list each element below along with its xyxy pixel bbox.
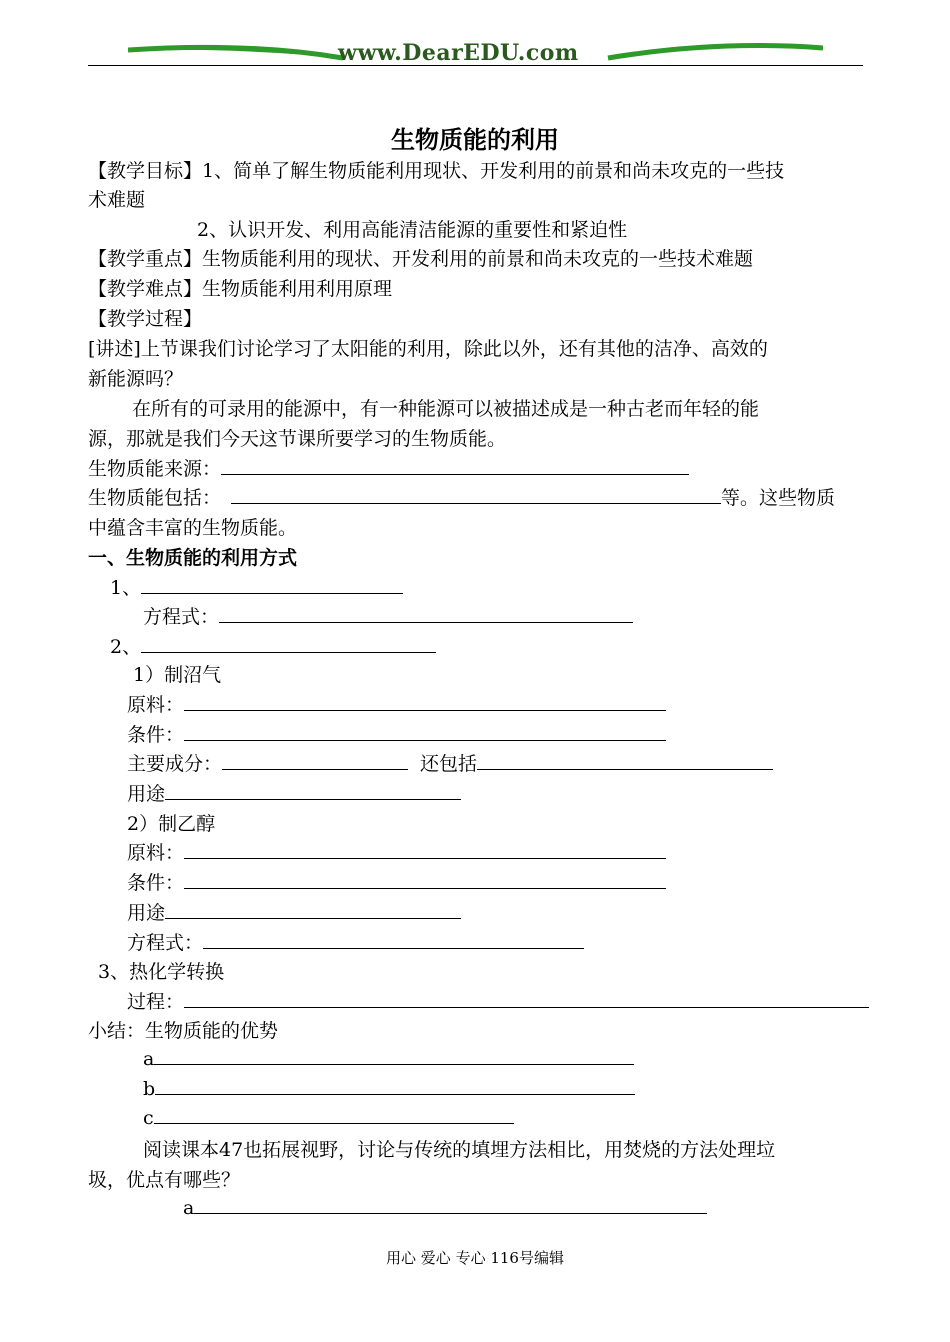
- item2-row: [110, 632, 436, 659]
- ethanol-raw-row: [127, 838, 666, 865]
- reading-a-blank[interactable]: [194, 1195, 707, 1214]
- objectives-item2: 2、认识开发、利用高能清洁能源的重要性和紧迫性: [197, 219, 628, 241]
- item3-process-row: [127, 987, 869, 1014]
- lecture-line4: 源，那就是我们今天这节课所要学习的生物质能。: [88, 428, 507, 450]
- page-title: 生物质能的利用: [391, 125, 559, 154]
- ethanol-raw-blank[interactable]: [184, 840, 666, 859]
- page-footer: 用心 爱心 专心 116号编辑: [386, 1249, 564, 1267]
- condition-label: 条件：: [127, 724, 185, 746]
- objectives-label: 【教学目标】: [88, 160, 203, 182]
- section1-heading: 一、生物质能的利用方式: [88, 547, 298, 569]
- summary-c-label: c: [143, 1107, 154, 1129]
- ethanol-condition-blank[interactable]: [184, 870, 666, 889]
- includes-suffix: 等。这些物质: [721, 487, 836, 509]
- source-label: 生物质能来源：: [88, 458, 222, 480]
- raw-label: 原料：: [127, 842, 185, 864]
- reading-line2: 圾，优点有哪些？: [88, 1169, 241, 1191]
- lecture-line1: [讲述]上节课我们讨论学习了太阳能的利用，除此以外，还有其他的洁净、高效的: [88, 338, 768, 360]
- reading-a-row: [183, 1195, 707, 1219]
- header-rule: [88, 65, 863, 66]
- ethanol-equation-blank[interactable]: [203, 930, 584, 949]
- summary-b-blank[interactable]: [155, 1076, 635, 1095]
- summary-a-blank[interactable]: [154, 1046, 634, 1065]
- item3-process-blank[interactable]: [184, 989, 869, 1008]
- biogas-usage-blank[interactable]: [165, 781, 461, 800]
- objectives-line1: [88, 156, 784, 183]
- biogas-usage-row: [127, 779, 461, 806]
- biogas-condition-blank[interactable]: [184, 722, 666, 741]
- equation-label: 方程式：: [127, 932, 204, 954]
- equation-label: 方程式：: [143, 606, 220, 628]
- difficulties: [88, 274, 392, 301]
- item1-label: 1、: [110, 577, 142, 599]
- summary-label: 小结：生物质能的优势: [88, 1020, 279, 1042]
- summary-c-blank[interactable]: [154, 1105, 514, 1124]
- process-label: 【教学过程】: [88, 308, 203, 330]
- key-points-label: 【教学重点】: [88, 248, 203, 270]
- biogas-raw-row: [127, 690, 666, 717]
- usage-label: 用途: [127, 902, 166, 924]
- summary-a-label: a: [143, 1048, 155, 1070]
- source-blank[interactable]: [221, 456, 689, 475]
- also-includes-blank[interactable]: [477, 751, 773, 770]
- item3-label: 3、热化学转换: [98, 961, 225, 983]
- objectives-item1-cont: 术难题: [88, 189, 146, 211]
- source-row: [88, 454, 689, 481]
- summary-a-row: [143, 1046, 634, 1070]
- key-points: [88, 244, 753, 271]
- ethanol-usage-blank[interactable]: [165, 900, 461, 919]
- reading-a-label: a: [183, 1197, 195, 1219]
- lecture-line3: 在所有的可录用的能源中，有一种能源可以被描述成是一种古老而年轻的能: [132, 398, 760, 420]
- raw-label: 原料：: [127, 694, 185, 716]
- condition-label: 条件：: [127, 872, 185, 894]
- biogas-component-row: [127, 749, 773, 776]
- includes-row: [88, 483, 835, 510]
- process-step-label: 过程：: [127, 991, 185, 1013]
- item1-equation-blank[interactable]: [219, 604, 633, 623]
- ethanol-condition-row: [127, 868, 666, 895]
- usage-label: 用途: [127, 783, 166, 805]
- ethanol-usage-row: [127, 898, 461, 925]
- biogas-raw-blank[interactable]: [184, 692, 666, 711]
- item2-label: 2、: [110, 636, 142, 658]
- difficulties-text: 生物质能利用利用原理: [202, 278, 393, 300]
- biogas-condition-row: [127, 720, 666, 747]
- includes-line2: 中蕴含丰富的生物质能。: [88, 517, 298, 539]
- ethanol-title: 2）制乙醇: [127, 813, 216, 835]
- item2-blank[interactable]: [141, 634, 436, 653]
- item1-equation-row: [143, 602, 633, 629]
- difficulties-label: 【教学难点】: [88, 278, 203, 300]
- main-component-label: 主要成分：: [127, 753, 223, 775]
- reading-line1: 阅读课本47也拓展视野，讨论与传统的填埋方法相比，用焚烧的方法处理垃: [143, 1139, 776, 1161]
- summary-b-label: b: [143, 1078, 156, 1100]
- key-points-text: 生物质能利用的现状、开发利用的前景和尚未攻克的一些技术难题: [202, 248, 754, 270]
- item1-blank[interactable]: [141, 575, 403, 594]
- ethanol-equation-row: [127, 928, 584, 955]
- summary-b-row: [143, 1076, 635, 1100]
- objectives-item1: 1、简单了解生物质能利用现状、开发利用的前景和尚未攻克的一些技: [202, 160, 785, 182]
- includes-blank[interactable]: [231, 485, 721, 504]
- item1-row: [110, 573, 403, 600]
- summary-c-row: [143, 1105, 514, 1129]
- also-includes-label: 还包括: [420, 753, 478, 775]
- includes-label: 生物质能包括：: [88, 487, 222, 509]
- logo-text: www.DearEDU.com: [338, 40, 579, 66]
- lecture-line2: 新能源吗？: [88, 368, 184, 390]
- main-component-blank[interactable]: [222, 751, 408, 770]
- biogas-title: 1）制沼气: [133, 664, 222, 686]
